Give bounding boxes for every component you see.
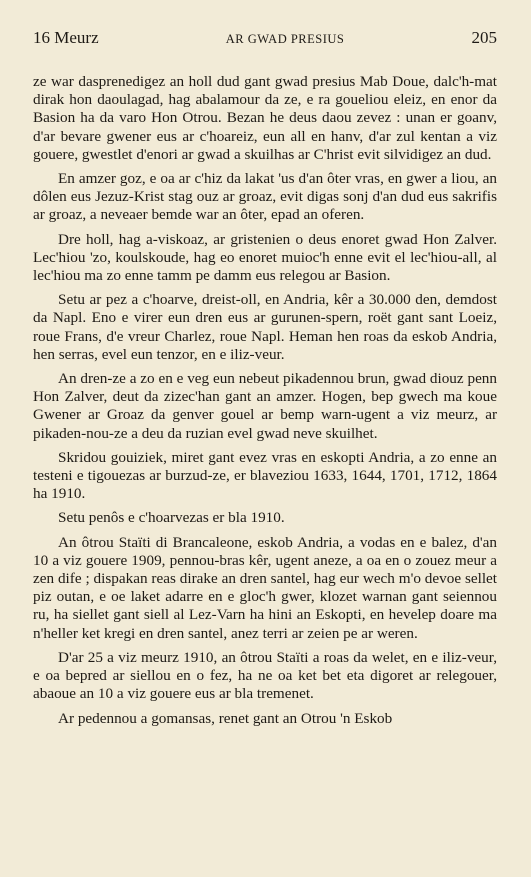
- paragraph: D'ar 25 a viz meurz 1910, an ôtrou Staïti a roas da welet, en e iliz-veur, e oa bepred ar siellou en o fez, ha ne oa ket bet eta digoret ar relegouer, abaoue an 10 a viz gouere eus ar bla tremenet.: [33, 648, 497, 703]
- page-number: 205: [471, 28, 497, 47]
- paragraph: En amzer goz, e oa ar c'hiz da lakat 'us d'an ôter vras, en gwer a liou, an dôlen eus Jezuz-Krist stag ouz ar groaz, evit digas sonj d'an dud eus sakrifis ar groaz, a neveaer bemde war an ôter, epad an oferen.: [33, 170, 497, 224]
- paragraph: Skridou gouiziek, miret gant evez vras en eskopti Andria, a zo enne an testeni e tigouezas ar burzud-ze, er blaveziou 1633, 1644, 1701, 1712, 1864 ha 1910.: [33, 448, 497, 503]
- paragraph: Dre holl, hag a-viskoaz, ar gristenien o deus enoret gwad Hon Zalver. Lec'hiou 'zo, koulskoude, hag eo enoret muioc'h enne evit el lec'hiou-all, al lec'hiou ma zo enne tamm pe damm eus relegou ar Basion.: [33, 230, 497, 285]
- paragraph: ze war dasprenedigez an holl dud gant gwad presius Mab Doue, dalc'h-mat dirak hon daoulagad, hag abalamour da ze, e ra goueliou eleiz, en enor da Basion ha da varo Hon Otrou. Bezan he deus daou zevez : unan er goanv, d'ar bevare gwener eus ar c'hoareiz, eun all en hanv, d'ar zul kentan a viz gouere, gwestlet d'enori ar gwad a skuilhas ar C'hrist evit silvidigez an dud.: [33, 73, 497, 163]
- paragraph: An ôtrou Staïti di Brancaleone, eskob Andria, a vodas en e balez, d'an 10 a viz gouere 1909, pennou-bras kêr, ugent aneze, a oa en o zouez meur a zen dife ; dispakan reas dirake an dren santel, hag eur wech m'o devoe sellet piz outan, e oe laket adarre en e gloc'h gwer, klozet warnan gant seiennou ru, ha siellet gant siell al Lez-Varn ha hini an Eskopti, en hevelep doare ma n'heller ket kregi en dren santel, anez terri ar zeien pe ar weren.: [33, 533, 497, 642]
- header-title: AR GWAD PRESIUS: [225, 32, 345, 46]
- header-date: 16 Meurz: [33, 28, 99, 47]
- paragraph: Setu penôs e c'hoarvezas er bla 1910.: [58, 509, 285, 527]
- paragraph: Setu ar pez a c'hoarve, dreist-oll, en Andria, kêr a 30.000 den, demdost da Napl. Eno e virer eun dren eus ar gurunen-spern, roët gant sant Loeiz, roue Frans, d'e vreur Charlez, roue Napl. Heman hen roas da eskob Andria, hen serras, evel eun tenzor, en e iliz-veur.: [33, 291, 497, 363]
- running-header: [33, 28, 497, 48]
- body-text: [33, 73, 497, 728]
- paragraph: Ar pedennou a gomansas, renet gant an Otrou 'n Eskob: [58, 709, 393, 727]
- paragraph: An dren-ze a zo en e veg eun nebeut pikadennou brun, gwad diouz penn Hon Zalver, deut da zizec'han gant an amzer. Hogen, bep gwech ma koue Gwener ar Groaz da genver gouel ar bemp warn-ugent a viz meurz, ar pikaden-nou-ze a deu da ruzian evel gwad neve skuilhet.: [33, 370, 497, 442]
